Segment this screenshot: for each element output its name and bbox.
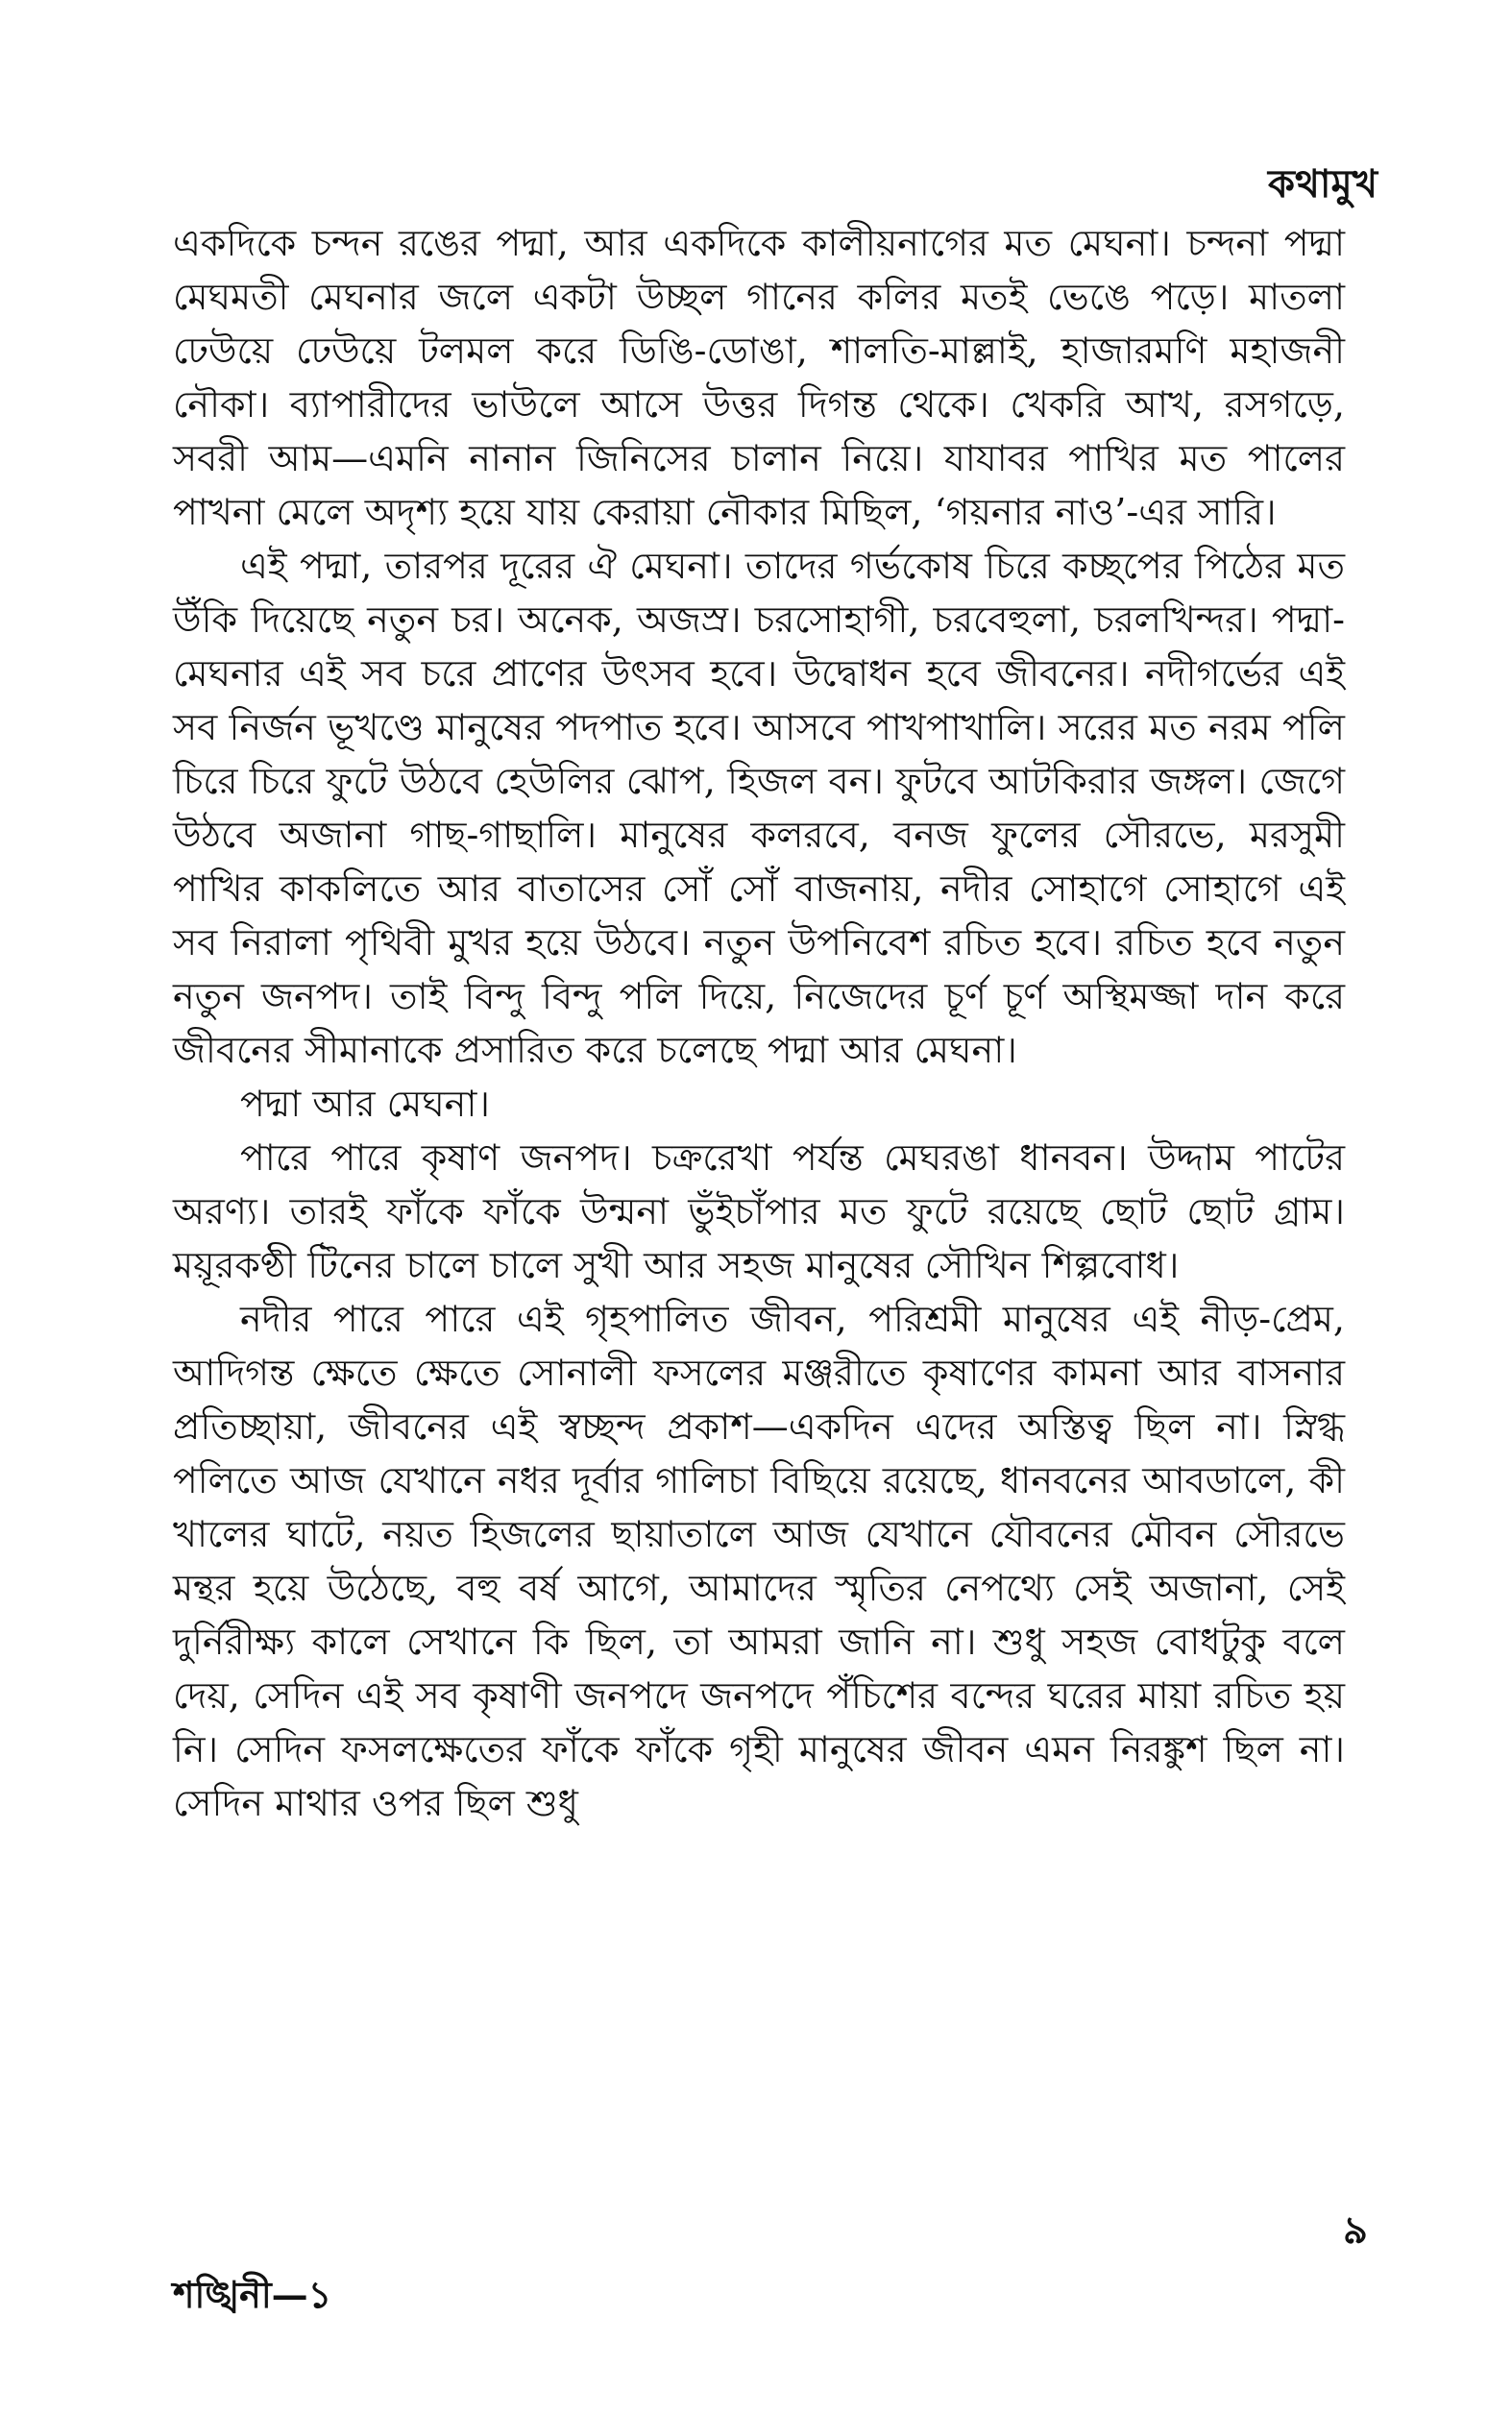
signature-mark: শঙ্খিনী—১ [173, 2273, 332, 2316]
paragraph-1: একদিকে চন্দন রঙের পদ্মা, আর একদিকে কালীয়নাগের মত মেঘনা। চন্দনা পদ্মা মেঘমতী মেঘনার জলে একটা উচ্ছল গানের কলির মতই ভেঙে পড়ে। মাতলা ঢেউয়ে ঢেউয়ে টলমল করে ডিঙি-ডোঙা, শালতি-মাল্লাই, হাজারমণি মহাজনী নৌকা। ব্যাপারীদের ভাউলে আসে উত্তর দিগন্ত থেকে। খেকরি আখ, রসগড়ে, সবরী আম—এমনি নানান জিনিসের চালান নিয়ে। যাযাবর পাখির মত পালের পাখনা মেলে অদৃশ্য হয়ে যায় কেরায়া নৌকার মিছিল, ‘গয়নার নাও’-এর সারি। [173, 222, 1345, 533]
paragraph-4: পারে পারে কৃষাণ জনপদ। চক্ররেখা পর্যন্ত মেঘরঙা ধানবন। উদ্দাম পাটের অরণ্য। তারই ফাঁকে ফাঁকে উন্মনা ভুঁইচাঁপার মত ফুটে রয়েছে ছোট ছোট গ্রাম। ময়ূরকণ্ঠী টিনের চালে চালে সুখী আর সহজ মানুষের সৌখিন শিল্পবোধ। [173, 1136, 1345, 1286]
paragraph-5: নদীর পারে পারে এই গৃহপালিত জীবন, পরিশ্রমী মানুষের এই নীড়-প্রেম, আদিগন্ত ক্ষেতে ক্ষেতে সোনালী ফসলের মঞ্জরীতে কৃষাণের কামনা আর বাসনার প্রতিচ্ছায়া, জীবনের এই স্বচ্ছন্দ প্রকাশ—একদিন এদের অস্তিত্ব ছিল না। স্নিগ্ধ পলিতে আজ যেখানে নধর দূর্বার গালিচা বিছিয়ে রয়েছে, ধানবনের আবডালে, কী খালের ঘাটে, নয়ত হিজলের ছায়াতালে আজ যেখানে যৌবনের মৌবন সৌরভে মন্থর হয়ে উঠেছে, বহু বর্ষ আগে, আমাদের স্মৃতির নেপথ্যে সেই অজানা, সেই দুর্নিরীক্ষ্য কালে সেখানে কি ছিল, তা আমরা জানি না। শুধু সহজ বোধটুকু বলে দেয়, সেদিন এই সব কৃষাণী জনপদে জনপদে পঁচিশের বন্দের ঘরের মায়া রচিত হয় নি। সেদিন ফসলক্ষেতের ফাঁকে ফাঁকে গৃহী মানুষের জীবন এমন নিরঙ্কুশ ছিল না। সেদিন মাথার ওপর ছিল শুধু [173, 1298, 1345, 1824]
paragraph-2: এই পদ্মা, তারপর দূরের ঐ মেঘনা। তাদের গর্ভকোষ চিরে কচ্ছপের পিঠের মত উঁকি দিয়েছে নতুন চর। অনেক, অজস্র। চরসোহাগী, চরবেহুলা, চরলখিন্দর। পদ্মা-মেঘনার এই সব চরে প্রাণের উৎসব হবে। উদ্বোধন হবে জীবনের। নদীগর্ভের এই সব নির্জন ভূখণ্ডে মানুষের পদপাত হবে। আসবে পাখপাখালি। সরের মত নরম পলি চিরে চিরে ফুটে উঠবে হেউলির ঝোপ, হিজল বন। ফুটবে আটকিরার জঙ্গল। জেগে উঠবে অজানা গাছ-গাছালি। মানুষের কলরবে, বনজ ফুলের সৌরভে, মরসুমী পাখির কাকলিতে আর বাতাসের সোঁ সোঁ বাজনায়, নদীর সোহাগে সোহাগে এই সব নিরালা পৃথিবী মুখর হয়ে উঠবে। নতুন উপনিবেশ রচিত হবে। রচিত হবে নতুন নতুন জনপদ। তাই বিন্দু বিন্দু পলি দিয়ে, নিজেদের চূর্ণ চূর্ণ অস্থিমজ্জা দান করে জীবনের সীমানাকে প্রসারিত করে চলেছে পদ্মা আর মেঘনা। [173, 545, 1345, 1071]
body-text [173, 216, 1345, 1830]
running-header: কথামুখ [1268, 161, 1378, 207]
page-number: ৯ [1343, 2208, 1368, 2253]
paragraph-3: পদ্মা আর মেঘনা। [240, 1083, 490, 1125]
